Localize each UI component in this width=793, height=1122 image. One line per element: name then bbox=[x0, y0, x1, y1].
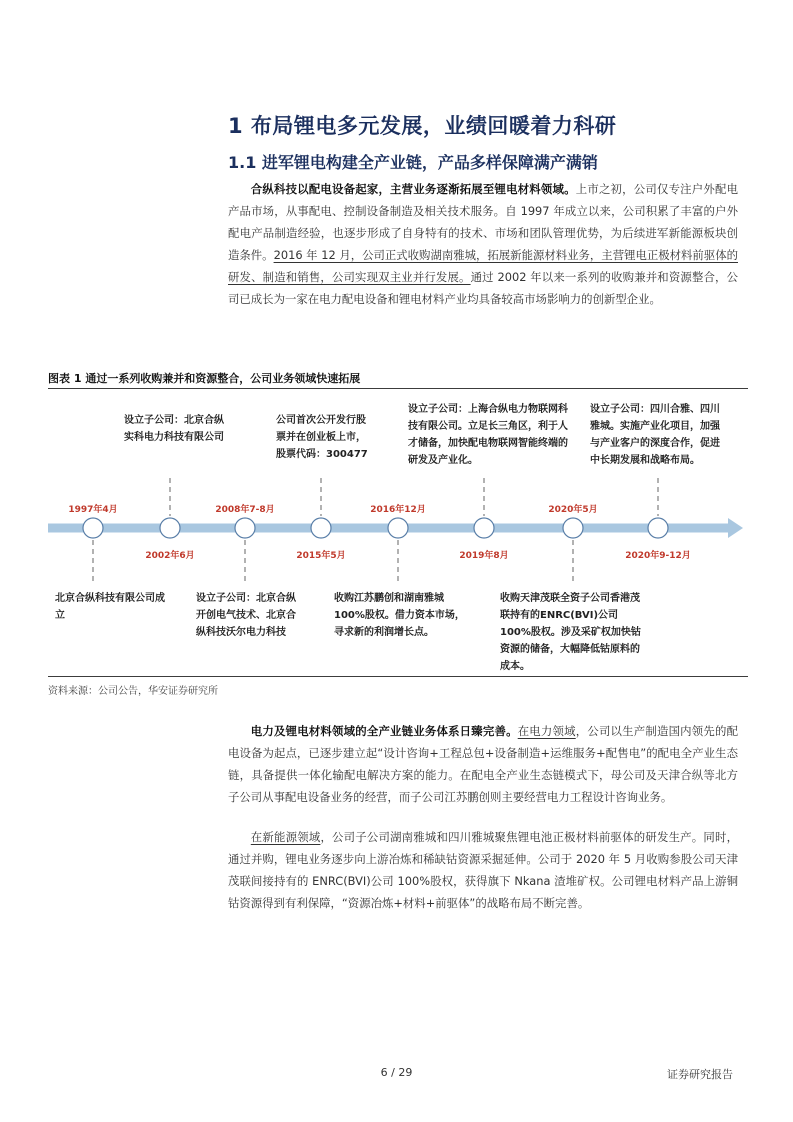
milestone-desc-1: 北京合纵科技有限公司成立 bbox=[55, 593, 165, 621]
milestone-desc-7: 收购天津茂联全资子公司香港茂联持有的ENRC(BVI)公司100%股权。涉及采矿权加快钴资源的储备，大幅降低钴原料的成本。 bbox=[500, 593, 641, 672]
milestone-date-4: 2015年5月 bbox=[296, 551, 346, 561]
milestone-desc-4: 公司首次公开发行股票并在创业板上市，股票代码：300477 bbox=[276, 415, 368, 460]
intro-lead: 合纵科技以配电设备起家，主营业务逐渐拓展至锂电材料领域。 bbox=[250, 182, 576, 196]
milestone-desc-6: 设立子公司：上海合纵电力物联网科技有限公司。立足长三角区，利于人才储备，加快配电物联网智能终端的研发及产业化。 bbox=[408, 404, 568, 466]
figure-top-rule bbox=[48, 388, 748, 389]
milestone-desc-3: 设立子公司：北京合纵开创电气技术、北京合纵科技沃尔电力科技 bbox=[196, 593, 296, 638]
page-number: 6 / 29 bbox=[380, 1066, 413, 1079]
intro-text-b: 通过 2002 年以来一系列的收购兼并和资源整合，公司已成长为一家在电力配电设备和锂电材料产业均具备较高市场影响力的创新型企业。 bbox=[228, 270, 738, 306]
milestone-node-3 bbox=[235, 518, 255, 538]
intro-paragraph bbox=[228, 178, 738, 310]
milestone-desc-8: 设立子公司：四川合雅、四川雅城。实施产业化项目，加强与产业客户的深度合作，促进中长期发展和战略布局。 bbox=[590, 404, 720, 466]
new-energy-text: ，公司子公司湖南雅城和四川雅城聚焦锂电池正极材料前驱体的研发生产。同时，通过并购，锂电业务逐步向上游冶炼和稀缺钴资源采掘延伸。公司于 2020 年 5 月收购参股公司天津茂联间接持有的 ENRC(BVI)公司 100%股权，获得旗下 Nkana 渣堆矿权。公司锂电材料产品上游铜钴资源得到有利保障，“资源冶炼+材料+前驱体”的战略布局不断完善。 bbox=[228, 830, 738, 910]
milestone-node-2 bbox=[160, 518, 180, 538]
figure-bottom-rule bbox=[48, 676, 748, 677]
milestone-date-7: 2020年5月 bbox=[548, 505, 598, 515]
milestone-node-8 bbox=[648, 518, 668, 538]
milestone-date-5: 2016年12月 bbox=[370, 505, 426, 515]
timeline-arrow-icon bbox=[728, 518, 743, 538]
power-paragraph bbox=[228, 720, 738, 808]
milestone-date-8: 2020年9-12月 bbox=[625, 551, 691, 561]
milestone-node-7 bbox=[563, 518, 583, 538]
milestone-node-6 bbox=[474, 518, 494, 538]
milestone-date-2: 2002年6月 bbox=[145, 551, 195, 561]
report-label: 证券研究报告 bbox=[667, 1068, 733, 1081]
power-lead: 电力及锂电材料领域的全产业链业务体系日臻完善。 bbox=[250, 724, 518, 738]
milestone-date-6: 2019年8月 bbox=[459, 551, 509, 561]
milestone-node-5 bbox=[388, 518, 408, 538]
milestone-date-3: 2008年7-8月 bbox=[215, 505, 275, 515]
subsection-heading: 1.1 进军锂电构建全产业链，产品多样保障满产满销 bbox=[228, 153, 598, 172]
power-text: ，公司以生产制造国内领先的配电设备为起点，已逐步建立起“设计咨询+工程总包+设备制造+运维服务+配售电”的配电全产业生态链，具备提供一体化输配电解决方案的能力。在配电全产业生态链模式下，母公司及天津合纵等北方子公司从事配电设备业务的经营，而子公司江苏鹏创则主要经营电力工程设计咨询业务。 bbox=[228, 724, 738, 804]
figure-title: 图表 1 通过一系列收购兼并和资源整合，公司业务领域快速拓展 bbox=[48, 372, 361, 385]
new-energy-underlined: 在新能源领域 bbox=[250, 830, 321, 844]
figure-source: 资料来源：公司公告，华安证券研究所 bbox=[48, 686, 218, 697]
new-energy-paragraph bbox=[228, 826, 738, 914]
power-underlined: 在电力领域 bbox=[517, 724, 576, 738]
intro-underlined: 2016 年 12 月，公司正式收购湖南雅城，拓展新能源材料业务，主营锂电正极材料前驱体的研发、制造和销售，公司实现双主业并行发展。 bbox=[228, 248, 738, 284]
milestone-desc-2: 设立子公司：北京合纵实科电力科技有限公司 bbox=[124, 415, 224, 443]
milestone-date-1: 1997年4月 bbox=[68, 505, 118, 515]
milestone-desc-5: 收购江苏鹏创和湖南雅城100%股权。借力资本市场，寻求新的利润增长点。 bbox=[334, 593, 465, 638]
section-heading: 1 布局锂电多元发展，业绩回暖着力科研 bbox=[228, 114, 617, 138]
milestone-node-1 bbox=[83, 518, 103, 538]
milestone-node-4 bbox=[311, 518, 331, 538]
intro-text-a: 上市之初，公司仅专注户外配电产品市场，从事配电、控制设备制造及相关技术服务。自 1997 年成立以来，公司积累了丰富的户外配电产品制造经验，也逐步形成了自身特有的技术、市场和团队管理优势，为后续进军新能源板块创造条件。 bbox=[228, 182, 738, 262]
